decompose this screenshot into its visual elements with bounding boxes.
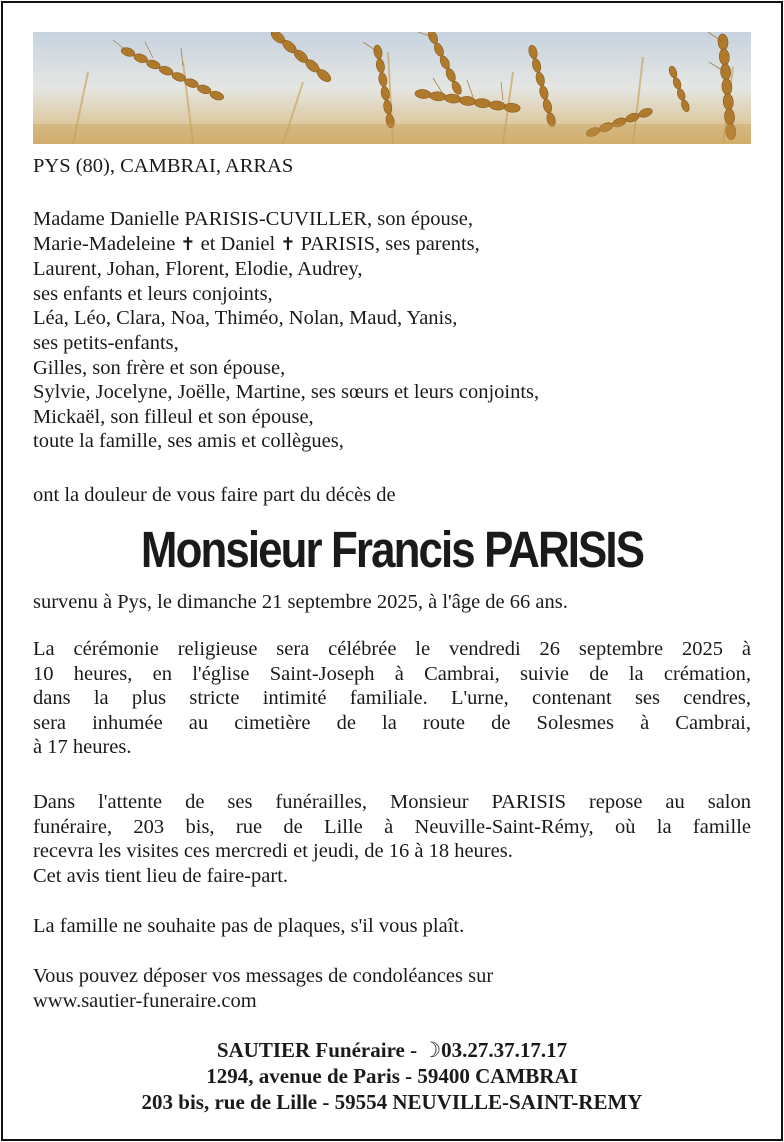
phone-icon: ☽ [422, 1038, 442, 1062]
footer-address-2: 203 bis, rue de Lille - 59554 NEUVILLE-SAINT-REMY [141, 1090, 643, 1114]
funeral-home-footer [0, 1037, 784, 1115]
ceremony-line: dans la plus stricte intimité familiale. L'urne, contenant ses cendres, [33, 687, 751, 710]
cross-icon: ✝ [280, 233, 296, 255]
footer-phone: 03.27.37.17.17 [441, 1038, 568, 1062]
family-line-children: Laurent, Johan, Florent, Elodie, Audrey, [33, 258, 363, 281]
family-line-parents [33, 232, 751, 258]
condolences-url: www.sautier-funeraire.com [33, 989, 257, 1012]
death-info [33, 590, 751, 615]
wheat-icon [33, 32, 751, 144]
visitation-line: Dans l'attente de ses funérailles, Monsieur PARISIS repose au salon [33, 791, 751, 813]
family-line-all: toute la famille, ses amis et collègues, [33, 430, 344, 453]
wheat-field-image [33, 32, 751, 144]
visitation-paragraph [33, 790, 751, 888]
ceremony-paragraph [33, 637, 751, 760]
ceremony-line: sera inhumée au cimetière de la route de Solesmes à Cambrai, [33, 711, 751, 734]
family-list [33, 207, 751, 454]
condolences-text: Vous pouvez déposer vos messages de condoléances sur [33, 965, 494, 987]
footer-company: SAUTIER Funéraire - [216, 1038, 418, 1062]
visitation-line: funéraire, 203 bis, rue de Lille à Neuville-Saint-Rémy, où la famille [33, 815, 751, 838]
footer-company-line [0, 1037, 784, 1063]
plaques-text: La famille ne souhaite pas de plaques, s'il vous plaît. [33, 915, 465, 937]
announcement-text: ont la douleur de vous faire part du décès de [33, 484, 396, 506]
family-line-grandchildren-label: ses petits-enfants, [33, 331, 179, 354]
parents-rest: PARISIS, ses parents, [300, 232, 480, 255]
plaques-paragraph [33, 914, 751, 939]
condolences-paragraph [33, 964, 751, 1013]
visitation-line: recevra les visites ces mercredi et jeudi, de 16 à 18 heures. [33, 840, 513, 863]
footer-address-1: 1294, avenue de Paris - 59400 CAMBRAI [206, 1064, 578, 1088]
family-line-godson: Mickaël, son filleul et son épouse, [33, 405, 314, 428]
ceremony-line: 10 heures, en l'église Saint-Joseph à Cambrai, suivie de la crémation, [33, 662, 751, 685]
ceremony-line: La cérémonie religieuse sera célébrée le vendredi 26 septembre 2025 à [33, 638, 751, 660]
parent-mother: Marie-Madeleine [33, 232, 176, 255]
family-line-grandchildren: Léa, Léo, Clara, Noa, Thiméo, Nolan, Maud, Yanis, [33, 307, 458, 330]
death-info-text: survenu à Pys, le dimanche 21 septembre 2025, à l'âge de 66 ans. [33, 591, 568, 613]
family-line-brother: Gilles, son frère et son épouse, [33, 356, 286, 379]
ceremony-line: à 17 heures. [33, 736, 132, 759]
family-line-children-label: ses enfants et leurs conjoints, [33, 282, 273, 305]
visitation-line: Cet avis tient lieu de faire-part. [33, 864, 289, 887]
family-line-spouse: Madame Danielle PARISIS-CUVILLER, son épouse, [33, 208, 473, 230]
parent-middle: et Daniel [200, 232, 276, 255]
location-text: PYS (80), CAMBRAI, ARRAS [33, 155, 294, 177]
cross-icon: ✝ [180, 233, 196, 255]
deceased-name: Monsieur Francis PARISIS [140, 521, 644, 578]
location-line [33, 154, 751, 179]
family-line-sisters: Sylvie, Jocelyne, Joëlle, Martine, ses sœurs et leurs conjoints, [33, 381, 540, 404]
announcement [33, 483, 751, 508]
